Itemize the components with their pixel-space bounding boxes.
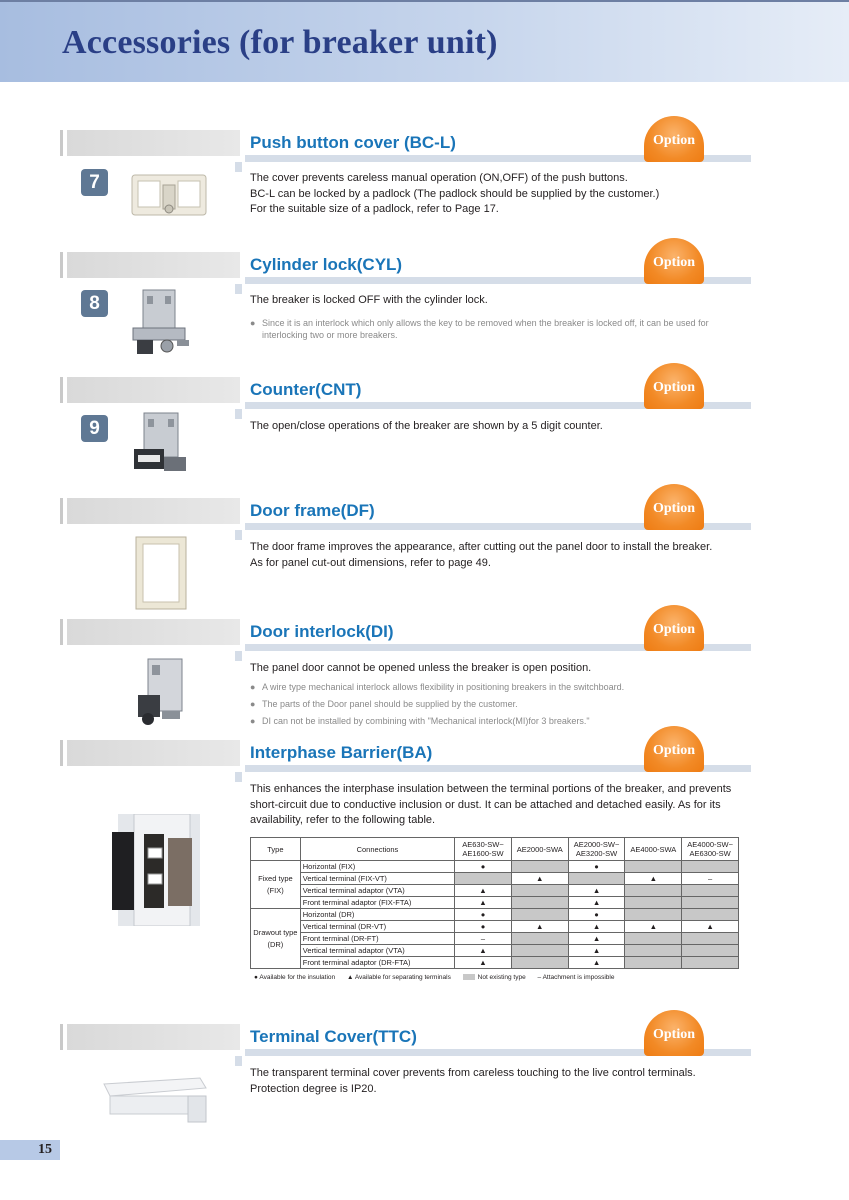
table-cell bbox=[625, 861, 682, 873]
option-badge: Option bbox=[644, 238, 704, 284]
table-cell: – bbox=[455, 933, 512, 945]
table-cell bbox=[625, 897, 682, 909]
table-cell: – bbox=[682, 873, 739, 885]
table-cell bbox=[682, 861, 739, 873]
table-row bbox=[251, 957, 739, 969]
section-title: Cylinder lock(CYL) bbox=[250, 255, 403, 274]
section-notes: ● A wire type mechanical interlock allows flexibility in positioning breakers in the switchboard. ● The parts of the Door panel should be supplied by the customer. ● DI can not be installed by combining with "Mechanical interlock(MI)for 3 breakers." bbox=[250, 681, 750, 732]
table-cell bbox=[625, 909, 682, 921]
table-cell: ▲ bbox=[455, 957, 512, 969]
table-cell bbox=[682, 957, 739, 969]
page-header bbox=[0, 0, 849, 82]
page-number: 15 bbox=[38, 1142, 52, 1157]
legend-item: Not existing type bbox=[463, 974, 526, 981]
section-number-badge: 8 bbox=[81, 290, 108, 317]
table-legend bbox=[254, 974, 624, 981]
table-cell-connection: Vertical terminal adaptor (VTA) bbox=[300, 945, 454, 957]
table-header: AE630-SW~ AE1600-SW bbox=[455, 838, 512, 861]
table-cell-connection: Vertical terminal (DR-VT) bbox=[300, 921, 454, 933]
option-badge: Option bbox=[644, 363, 704, 409]
section-title: Door frame(DF) bbox=[250, 501, 375, 520]
table-row bbox=[251, 909, 739, 921]
table-cell: ● bbox=[568, 861, 625, 873]
section-title: Counter(CNT) bbox=[250, 380, 362, 399]
table-cell-connection: Front terminal (DR-FT) bbox=[300, 933, 454, 945]
table-cell bbox=[511, 945, 568, 957]
interphase-barrier-image bbox=[108, 814, 202, 931]
table-row bbox=[251, 897, 739, 909]
table-cell bbox=[682, 897, 739, 909]
cylinder-lock-image bbox=[127, 288, 191, 365]
table-header: AE4000-SWA bbox=[625, 838, 682, 861]
section-title: Door interlock(DI) bbox=[250, 622, 394, 641]
table-header-row bbox=[251, 838, 739, 861]
table-cell: ● bbox=[455, 861, 512, 873]
table-cell bbox=[625, 945, 682, 957]
table-cell bbox=[511, 933, 568, 945]
table-cell bbox=[625, 885, 682, 897]
option-badge: Option bbox=[644, 484, 704, 530]
table-cell bbox=[568, 873, 625, 885]
table-header: Connections bbox=[300, 838, 454, 861]
table-row bbox=[251, 933, 739, 945]
table-cell bbox=[455, 873, 512, 885]
table-cell-connection: Horizontal (DR) bbox=[300, 909, 454, 921]
table-cell-connection: Front terminal adaptor (FIX-FTA) bbox=[300, 897, 454, 909]
section-notes: ● Since it is an interlock which only allows the key to be removed when the breaker is locked off, it can be used for interlocking two or more breakers. bbox=[250, 317, 750, 346]
table-cell: ▲ bbox=[625, 873, 682, 885]
table-cell: ● bbox=[455, 921, 512, 933]
option-badge: Option bbox=[644, 1010, 704, 1056]
table-cell: ▲ bbox=[455, 885, 512, 897]
table-cell: ▲ bbox=[682, 921, 739, 933]
table-cell bbox=[511, 909, 568, 921]
terminal-cover-image bbox=[100, 1074, 210, 1129]
section-description: The door frame improves the appearance, after cutting out the panel door to install the breaker. As for panel cut-out dimensions, refer to page 49. bbox=[250, 541, 713, 569]
counter-image bbox=[130, 411, 190, 486]
door-frame-image bbox=[134, 535, 188, 616]
table-cell: ▲ bbox=[568, 957, 625, 969]
table-row bbox=[251, 945, 739, 957]
table-header: Type bbox=[251, 838, 301, 861]
table-cell: ▲ bbox=[568, 897, 625, 909]
section-description: The transparent terminal cover prevents from careless touching to the live control terminals. Protection degree is IP20. bbox=[250, 1067, 696, 1095]
page-number-tab bbox=[0, 1140, 60, 1160]
table-cell: ▲ bbox=[568, 921, 625, 933]
table-cell bbox=[625, 957, 682, 969]
table-header: AE2000-SWA bbox=[511, 838, 568, 861]
section-description: The open/close operations of the breaker are shown by a 5 digit counter. bbox=[250, 420, 603, 432]
table-header: AE2000-SW~ AE3200-SW bbox=[568, 838, 625, 861]
table-cell bbox=[682, 945, 739, 957]
table-cell bbox=[625, 933, 682, 945]
availability-table bbox=[250, 837, 739, 969]
section-number-badge: 7 bbox=[81, 169, 108, 196]
table-cell-connection: Vertical terminal (FIX-VT) bbox=[300, 873, 454, 885]
section-description: The panel door cannot be opened unless the breaker is open position. bbox=[250, 662, 592, 674]
door-interlock-image bbox=[136, 657, 186, 732]
table-cell: ▲ bbox=[625, 921, 682, 933]
table-cell bbox=[682, 885, 739, 897]
page-title: Accessories (for breaker unit) bbox=[62, 24, 498, 61]
table-cell-connection: Front terminal adaptor (DR-FTA) bbox=[300, 957, 454, 969]
table-cell bbox=[511, 897, 568, 909]
table-row bbox=[251, 861, 739, 873]
table-cell bbox=[682, 909, 739, 921]
table-header: AE4000-SW~ AE6300-SW bbox=[682, 838, 739, 861]
table-cell: ▲ bbox=[568, 945, 625, 957]
section-number-badge: 9 bbox=[81, 415, 108, 442]
section-title: Push button cover (BC-L) bbox=[250, 133, 456, 152]
table-cell-type: Drawout type (DR) bbox=[251, 909, 301, 969]
table-cell-connection: Vertical terminal adaptor (VTA) bbox=[300, 885, 454, 897]
section-title: Terminal Cover(TTC) bbox=[250, 1027, 417, 1046]
table-cell: ▲ bbox=[568, 885, 625, 897]
table-cell: ▲ bbox=[455, 945, 512, 957]
section-description: The cover prevents careless manual operation (ON,OFF) of the push buttons. BC-L can be locked by a padlock (The padlock should be supplied by the customer.) For the suitable size of a padlock, refer to Page 17. bbox=[250, 172, 660, 215]
table-cell: ▲ bbox=[455, 897, 512, 909]
section-description: This enhances the interphase insulation between the terminal portions of the breaker, and prevents short-circuit due to conductive inclusion or dust. It can be attached and detached easily. As for its availability, refer to the following table. bbox=[250, 783, 732, 826]
gray-swatch-icon bbox=[463, 974, 475, 980]
table-cell bbox=[511, 885, 568, 897]
legend-item: ▲ Available for separating terminals bbox=[346, 974, 451, 981]
table-cell bbox=[682, 933, 739, 945]
legend-item: – Attachment is impossible bbox=[537, 974, 615, 981]
table-cell: ▲ bbox=[511, 873, 568, 885]
section-title: Interphase Barrier(BA) bbox=[250, 743, 433, 762]
table-row bbox=[251, 885, 739, 897]
table-cell bbox=[511, 861, 568, 873]
push-button-cover-image bbox=[130, 171, 208, 226]
table-cell: ▲ bbox=[568, 933, 625, 945]
option-badge: Option bbox=[644, 726, 704, 772]
table-row bbox=[251, 921, 739, 933]
table-cell-type: Fixed type (FIX) bbox=[251, 861, 301, 909]
legend-item: ● Available for the insulation bbox=[254, 974, 336, 981]
table-cell-connection: Horizontal (FIX) bbox=[300, 861, 454, 873]
table-cell: ▲ bbox=[511, 921, 568, 933]
table-cell: ● bbox=[568, 909, 625, 921]
table-row bbox=[251, 873, 739, 885]
option-badge: Option bbox=[644, 116, 704, 162]
option-badge: Option bbox=[644, 605, 704, 651]
section-description: The breaker is locked OFF with the cylinder lock. bbox=[250, 294, 488, 306]
table-cell bbox=[511, 957, 568, 969]
table-cell: ● bbox=[455, 909, 512, 921]
